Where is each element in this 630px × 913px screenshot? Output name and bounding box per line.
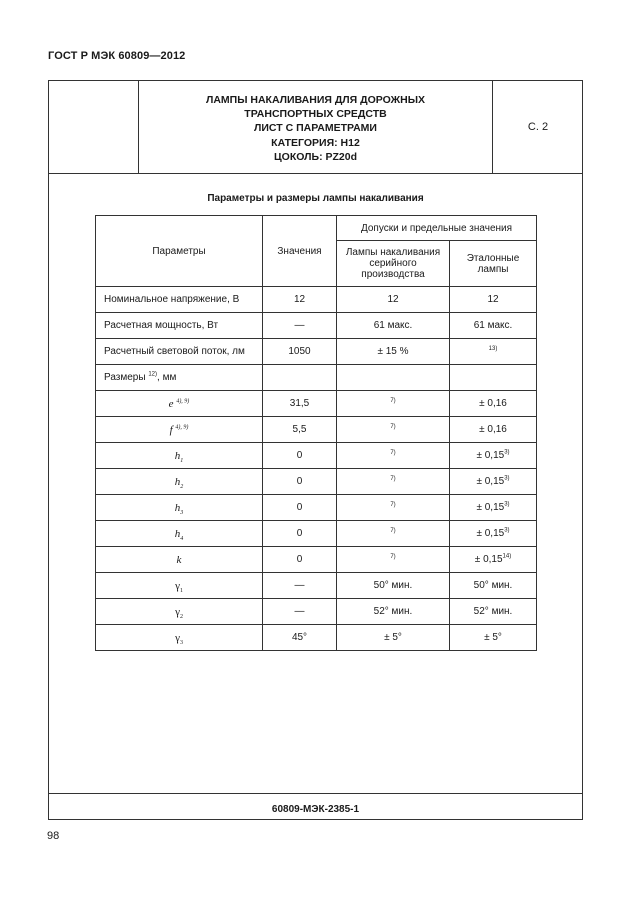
header-reference: Эталонные лампы xyxy=(450,241,537,287)
dimension-symbol: f $^{4), 9)}$ xyxy=(96,417,263,443)
document-header: ГОСТ Р МЭК 60809—2012 xyxy=(48,50,186,62)
table-row xyxy=(96,469,537,495)
param-reference: ± $0,15^{3)}$ xyxy=(450,469,537,495)
table-row xyxy=(96,339,537,365)
param-value: 0 xyxy=(263,443,337,469)
header-tolerances: Допуски и предельные значения xyxy=(337,216,537,241)
footnote-ref: 7) xyxy=(390,398,396,404)
title-line-1: ЛАМПЫ НАКАЛИВАНИЯ ДЛЯ ДОРОЖНЫХ xyxy=(205,94,426,106)
title-line-3: ЛИСТ С ПАРАМЕТРАМИ xyxy=(254,122,377,135)
param-value: — xyxy=(263,599,337,625)
param-reference: 12 xyxy=(450,287,537,313)
param-name: Номинальное напряжение, В xyxy=(96,287,263,313)
param-serial: 12 xyxy=(337,287,450,313)
param-reference: ± 0,16 xyxy=(450,391,537,417)
table-row xyxy=(96,391,537,417)
param-value: 0 xyxy=(263,521,337,547)
footnote-ref: 7) xyxy=(390,450,396,456)
param-serial xyxy=(337,521,450,547)
footnote-ref: 4), 9) xyxy=(175,423,189,430)
sheet-code: 60809-МЭК-2385-1 xyxy=(271,804,360,815)
param-name: Расчетная мощность, Вт xyxy=(96,313,263,339)
param-reference: 50° мин. xyxy=(450,573,537,599)
title-block xyxy=(49,81,582,174)
param-serial: ± 15 % xyxy=(337,339,450,365)
footnote-ref: 3) xyxy=(504,475,510,482)
header-params: Параметры xyxy=(96,216,263,287)
table-row xyxy=(96,287,537,313)
header-values: Значения xyxy=(263,216,337,287)
param-serial xyxy=(337,391,450,417)
dimension-symbol: $\gamma_1$ xyxy=(96,573,263,599)
table-row xyxy=(96,495,537,521)
table-row xyxy=(96,599,537,625)
footnote-ref: 3) xyxy=(504,501,510,508)
param-reference: ± $0,15^{3)}$ xyxy=(450,443,537,469)
param-serial xyxy=(337,443,450,469)
footnote-ref: 7) xyxy=(390,528,396,534)
section-title: Параметры и размеры лампы накаливания xyxy=(207,193,424,204)
param-serial: 61 макс. xyxy=(337,313,450,339)
dimensions-unit: , мм xyxy=(157,372,177,383)
param-value: 12 xyxy=(263,287,337,313)
table-row xyxy=(96,573,537,599)
param-value: — xyxy=(263,573,337,599)
dimension-symbol: $h_1$ xyxy=(96,443,263,469)
dimension-symbol: $\gamma_3$ xyxy=(96,625,263,651)
dimension-symbol: $h_2$ xyxy=(96,469,263,495)
title-line-4: КАТЕГОРИЯ: Н12 xyxy=(271,136,360,149)
table-row xyxy=(96,625,537,651)
dimension-symbol: e $^{4), 9)}$ xyxy=(96,391,263,417)
param-serial xyxy=(337,547,450,573)
footnote-ref: 4), 9) xyxy=(176,397,190,404)
sheet-frame xyxy=(48,80,583,820)
param-value: — xyxy=(263,313,337,339)
param-value xyxy=(263,365,337,391)
param-reference: ± 5° xyxy=(450,625,537,651)
param-reference: ± $0,15^{3)}$ xyxy=(450,495,537,521)
param-reference: ± $0,15^{14)}$ xyxy=(450,547,537,573)
param-serial: 50° мин. xyxy=(337,573,450,599)
header-serial: Лампы накаливания серийного производства xyxy=(337,241,450,287)
footnote-ref: 3) xyxy=(504,527,510,534)
title-block-right-cell xyxy=(492,81,583,173)
sheet-page-label: С. 2 xyxy=(527,121,549,133)
param-reference: ± 0,16 xyxy=(450,417,537,443)
param-serial: ± 5° xyxy=(337,625,450,651)
table-row xyxy=(96,313,537,339)
table-row xyxy=(96,443,537,469)
table-row xyxy=(96,365,537,391)
footnote-ref: 12) xyxy=(148,371,158,378)
footnote-ref: 7) xyxy=(390,476,396,482)
param-reference xyxy=(450,365,537,391)
param-name: Расчетный световой поток, лм xyxy=(96,339,263,365)
table-row xyxy=(96,521,537,547)
param-serial xyxy=(337,495,450,521)
title-line-5: ЦОКОЛЬ: PZ20d xyxy=(274,150,357,163)
param-reference: ± $0,15^{3)}$ xyxy=(450,521,537,547)
title-block-left-cell xyxy=(49,81,139,173)
title-line-2: ТРАНСПОРТНЫХ СРЕДСТВ xyxy=(244,108,387,121)
param-serial xyxy=(337,469,450,495)
param-value: 5,5 xyxy=(263,417,337,443)
param-value: 0 xyxy=(263,547,337,573)
footer-divider xyxy=(49,793,582,794)
param-value: 31,5 xyxy=(263,391,337,417)
dimensions-label: Размеры xyxy=(104,372,146,383)
footnote-ref: 7) xyxy=(390,554,396,560)
footnote-ref: 7) xyxy=(390,424,396,430)
dimension-symbol: $h_3$ xyxy=(96,495,263,521)
page-number: 98 xyxy=(47,830,60,842)
footnote-ref: 13) xyxy=(488,346,498,352)
param-reference xyxy=(450,339,537,365)
param-serial xyxy=(337,417,450,443)
param-value: 1050 xyxy=(263,339,337,365)
param-reference: 61 макс. xyxy=(450,313,537,339)
dimension-symbol: $\gamma_2$ xyxy=(96,599,263,625)
dimension-symbol: k xyxy=(96,547,263,573)
footnote-ref: 3) xyxy=(504,449,510,456)
param-serial xyxy=(337,365,450,391)
param-value: 45° xyxy=(263,625,337,651)
title-block-heading xyxy=(139,93,492,164)
dimension-symbol: $h_4$ xyxy=(96,521,263,547)
footnote-ref: 7) xyxy=(390,502,396,508)
table-row xyxy=(96,417,537,443)
footnote-ref: 14) xyxy=(502,553,512,560)
parameters-table xyxy=(95,215,537,651)
table-row xyxy=(96,547,537,573)
param-serial: 52° мин. xyxy=(337,599,450,625)
param-reference: 52° мин. xyxy=(450,599,537,625)
param-name xyxy=(96,365,263,391)
param-value: 0 xyxy=(263,469,337,495)
param-value: 0 xyxy=(263,495,337,521)
